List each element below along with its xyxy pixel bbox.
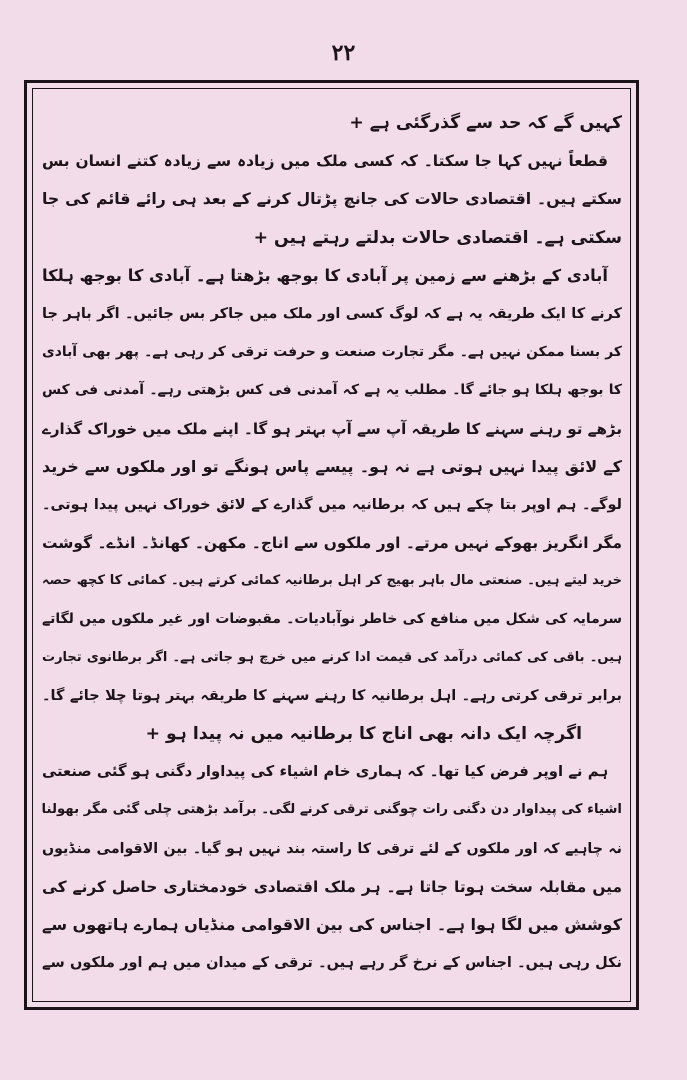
text-line: کوشش میں لگا ہوا ہے۔ اجناس کی بین الاقوامی منڈیاں ہمارے ہاتھوں سے xyxy=(42,914,622,934)
text-line: ہم نے اوپر فرض کیا تھا۔ کہ ہماری خام اشیاء کی پیداوار دگنی ہو گئی صنعتی xyxy=(42,763,608,781)
text-line: کرنے کا ایک طریقہ یہ ہے کہ لوگ کسی اور ملک میں جاکر بس جائیں۔ اگر باہر جا xyxy=(42,305,622,322)
text-line: قطعاً نہیں کہا جا سکتا۔ کہ کسی ملک میں زیادہ سے زیادہ کتنے انسان بس xyxy=(42,152,608,171)
text-line: آبادی کے بڑھنے سے زمین پر آبادی کا بوجھ بڑھتا ہے۔ آبادی کا بوجھ ہلکا xyxy=(42,265,608,285)
text-line: سرمایہ کی شکل میں منافع کی خاطر نوآبادیات۔ مقبوضات اور غیر ملکوں میں لگاتے xyxy=(42,611,622,628)
text-line: اشیاء کی پیداوار دن دگنی رات چوگنی ترقی کرنے لگی۔ برآمد بڑھتی چلی گئی مگر بھولنا xyxy=(42,802,622,818)
text-line: اگرچہ ایک دانہ بھی اناج کا برطانیہ میں نہ پیدا ہو + xyxy=(145,724,582,744)
text-line: میں مقابلہ سخت ہوتا جاتا ہے۔ ہر ملک اقتصادی خودمختاری حاصل کرنے کی xyxy=(42,877,622,896)
text-line: برابر ترقی کرتی رہے۔ اہل برطانیہ کا رہنے سہنے کا طریقہ بہتر ہوتا چلا جائے گا۔ xyxy=(42,687,622,704)
text-line: ہیں۔ باقی کی کمائی درآمد کی قیمت ادا کرنے میں خرچ ہو جاتی ہے۔ اگر برطانوی تجارت xyxy=(42,649,622,665)
text-line: سکتے ہیں۔ اقتصادی حالات کی جانچ پڑتال کرنے کے بعد ہی رائے قائم کی جا xyxy=(42,189,622,209)
text-line: نکل رہی ہیں۔ اجناس کے نرخ گر رہے ہیں۔ ترقی کے میدان میں ہم اور ملکوں سے xyxy=(42,955,622,972)
text-line: کر بسنا ممکن نہیں ہے۔ مگر تجارت صنعت و حرفت ترقی کر رہی ہے۔ پھر بھی آبادی xyxy=(42,344,622,361)
text-line: کے لائق پیدا نہیں ہوتی ہے نہ ہو۔ پیسے پاس ہونگے تو اور ملکوں سے خرید xyxy=(42,456,622,476)
text-line: مگر انگریز بھوکے نہیں مرتے۔ اور ملکوں سے اناج۔ مکھن۔ کھانڈ۔ انڈے۔ گوشت xyxy=(42,534,622,553)
text-line: خرید لیتے ہیں۔ صنعتی مال باہر بھیج کر اہل برطانیہ کمائی کرتے ہیں۔ کمائی کا کچھ حصہ xyxy=(42,573,622,589)
text-line: نہ چاہیے کہ اور ملکوں کے لئے ترقی کا راستہ بند نہیں ہو گیا۔ بین الاقوامی منڈیوں xyxy=(42,840,622,857)
body-text xyxy=(42,104,622,994)
text-line: کا بوجھ ہلکا ہو جائے گا۔ مطلب یہ ہے کہ آمدنی فی کس بڑھتی رہے۔ آمدنی فی کس xyxy=(42,382,622,399)
text-line: کہیں گے کہ حد سے گذرگئی ہے + xyxy=(349,113,622,133)
text-line: سکتی ہے۔ اقتصادی حالات بدلتے رہتے ہیں + xyxy=(253,227,622,248)
text-line: لوگے۔ ہم اوپر بتا چکے ہیں کہ برطانیہ میں گذارے کے لائق خوراک نہیں پیدا ہوتی۔ xyxy=(42,496,622,513)
page-number: ۲۲ xyxy=(331,40,356,66)
text-line: بڑھے تو رہنے سہنے کا طریقہ آپ سے آپ بہتر ہو گا۔ اپنے ملک میں خوراک گذارے xyxy=(42,419,622,438)
